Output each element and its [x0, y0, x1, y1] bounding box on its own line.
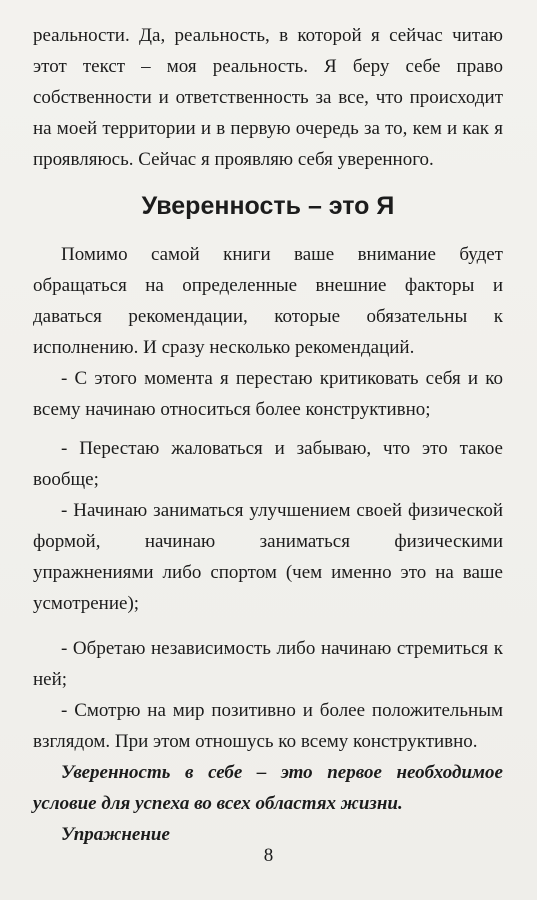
paragraph-recommendations: Помимо самой книги ваше внимание будет обращаться на определенные внешние факторы и даваться рекомендации, которые обязательны к исполнению. И сразу несколько рекомендаций.	[33, 244, 503, 358]
list-item-stop-criticizing: - С этого момента я перестаю критиковать себя и ко всему начинаю относиться более конструктивно;	[33, 368, 503, 420]
list-item-positive-view: - Смотрю на мир позитивно и более положительным взглядом. При этом отношусь ко всему конструктивно.	[33, 700, 503, 752]
intro-paragraph: реальности. Да, реальность, в которой я сейчас читаю этот текст – моя реальность. Я беру себе право собственности и ответственность за все, что происходит на моей территории и в первую очередь за то, кем и как я проявляюсь. Сейчас я проявляю себя уверенного.	[33, 25, 503, 170]
list-item-independence: - Обретаю независимость либо начинаю стремиться к ней;	[33, 638, 503, 690]
emphasis-statement: Уверенность в себе – это первое необходимое условие для успеха во всех областях жизни.	[33, 762, 503, 814]
page-number: 8	[263, 845, 274, 866]
exercise-heading: Упражнение	[61, 824, 170, 845]
list-item-physical-form: - Начинаю заниматься улучшением своей физической формой, начинаю заниматься физическими упражнениями либо спортом (чем именно это на ваше усмотрение);	[33, 500, 503, 614]
section-title: Уверенность – это Я	[141, 192, 395, 220]
list-item-stop-complaining: - Перестаю жаловаться и забываю, что это такое вообще;	[33, 438, 503, 490]
